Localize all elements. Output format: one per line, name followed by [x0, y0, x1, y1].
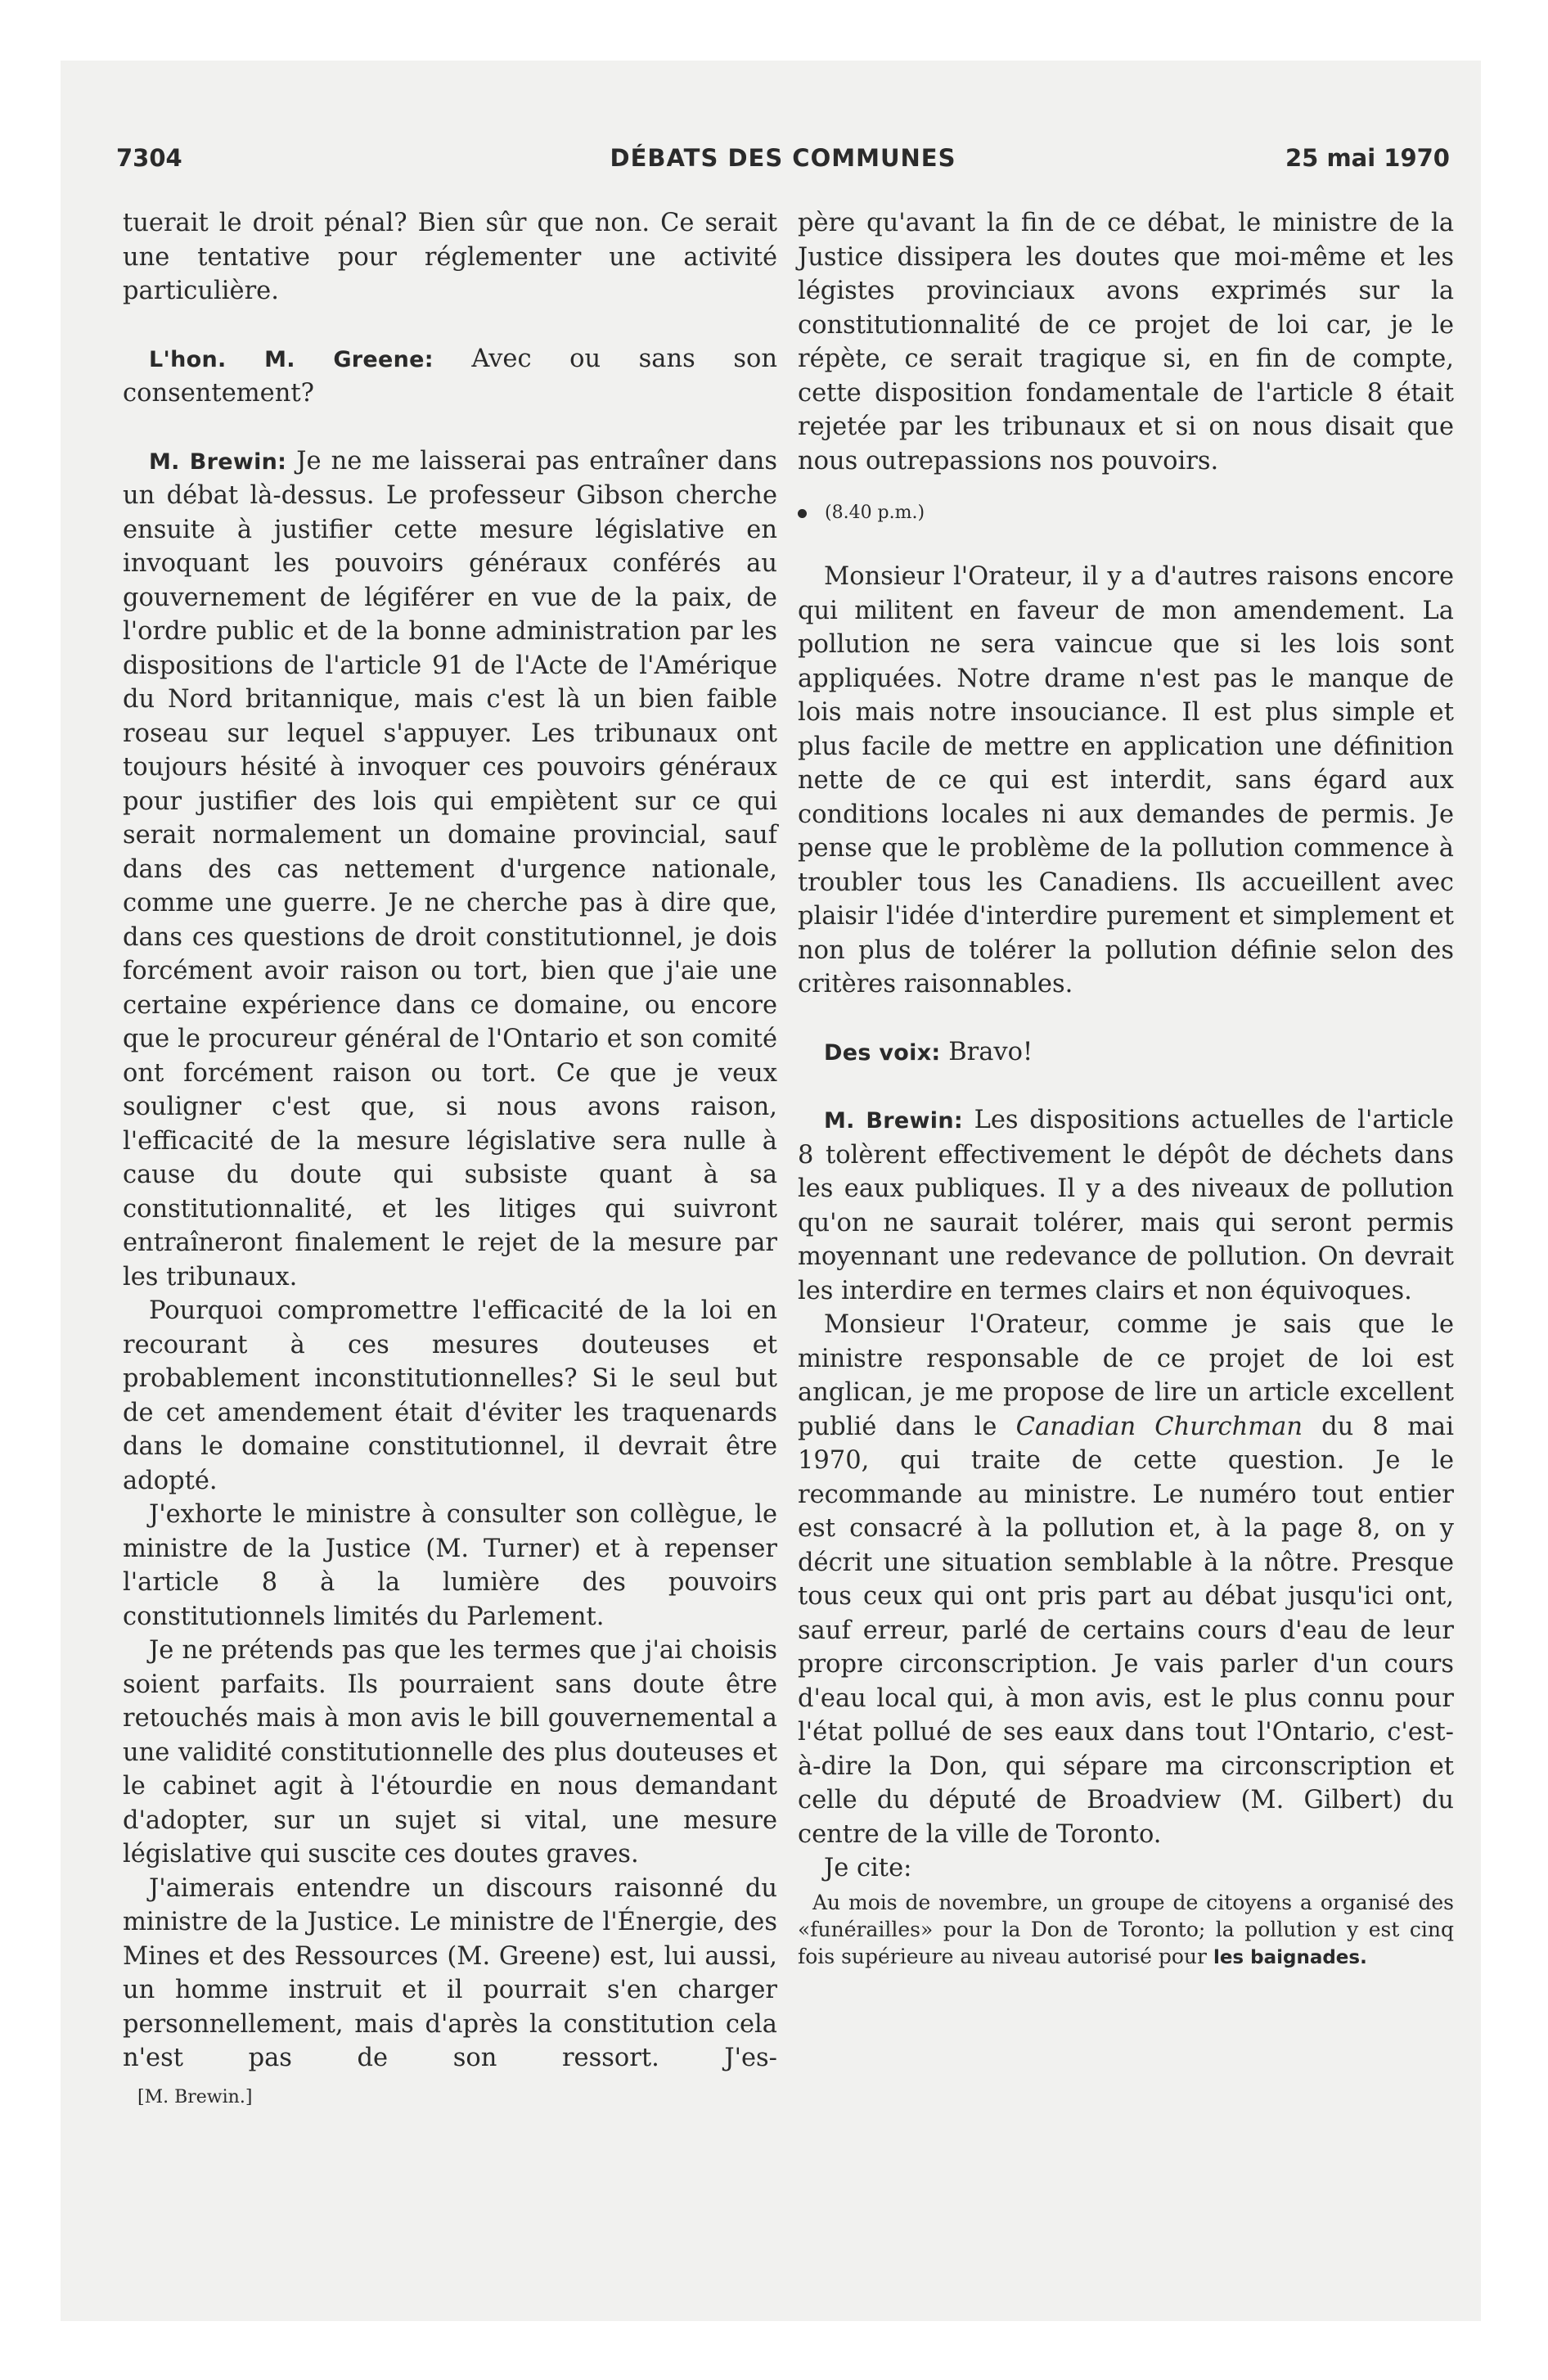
speech-text: Les dispositions actuelles de l'article 8 tolèrent effectivement le dépôt de déchets dans les eaux publiques. Il y a des niveaux de pollution qu'on ne saurait tolérer, mais qui seront permis moyennant une redevance de pollution. On devrait les interdire en termes clairs et non équivoques. [798, 1106, 1454, 1305]
publication-title: DÉBATS DES COMMUNES [610, 144, 956, 172]
bullet-icon [798, 509, 807, 518]
time-stamp [798, 501, 1454, 525]
paragraph: J'aimerais entendre un discours raisonné du ministre de la Justice. Le ministre de l'Énergie, des Mines et des Ressources (M. Greene) est, lui aussi, un homme instruit et il pourrait s'en charger personnellement, mais d'après la constitution cela n'est pas de son ressort. J'es- [123, 1873, 777, 2072]
paragraph-greene [123, 342, 777, 411]
paragraph: tuerait le droit pénal? Bien sûr que non. Ce serait une tentative pour réglementer une activité particulière. [123, 209, 777, 305]
paragraph: J'exhorte le ministre à consulter son collègue, le ministre de la Justice (M. Turner) et à repenser l'article 8 à la lumière des pouvoirs constitutionnels limités du Parlement. [123, 1500, 777, 1631]
paragraph: père qu'avant la fin de ce débat, le ministre de la Justice dissipera les doutes que moi-même et les légistes provinciaux avons exprimés sur la constitutionnalité de ce projet de loi car, je le répète, ce serait tragique si, en fin de compte, cette disposition fondamentale de l'article 8 était rejetée par les tribunaux et si on nous disait que nous outrepassions nos pouvoirs. [798, 209, 1454, 476]
block-quote [798, 1889, 1454, 1972]
right-column [798, 206, 1454, 1972]
publication-name: Canadian Churchman [1015, 1412, 1303, 1441]
paragraph: Pourquoi compromettre l'efficacité de la loi en recourant à ces mesures douteuses et probablement inconstitutionnelles? Si le seul but de cet amendement était d'éviter les traquenards dans le domaine constitutionnel, il devrait être adopté. [123, 1296, 777, 1495]
page-header [116, 144, 1450, 177]
paragraph-des-voix [798, 1035, 1454, 1071]
quote-emphasis: les baignades. [1213, 1946, 1367, 1968]
paragraph-brewin [798, 1103, 1454, 1308]
speaker-name: L'hon. M. Greene: [149, 346, 434, 372]
paragraph: Je ne prétends pas que les termes que j'ai choisis soient parfaits. Ils pourraient sans doute être retouchés mais à mon avis le bill gouvernemental a une validité constitutionnelle des plus douteuses et le cabinet agit à l'étourdie en nous demandant d'adopter, sur un sujet si vital, une mesure législative qui suscite ces doutes graves. [123, 1636, 777, 1868]
paragraph-brewin [123, 444, 777, 1295]
quote-text: Au mois de novembre, un groupe de citoyens a organisé des «funérailles» pour la Don de Toronto; la pollution y est cinq fois supérieure au niveau autorisé pour [798, 1890, 1454, 1968]
issue-date: 25 mai 1970 [1285, 144, 1450, 172]
left-column [123, 206, 777, 2110]
text-segment: du 8 mai 1970, qui traite de cette question. Je le recommande au ministre. Le numéro tout entier est consacré à la pollution et, à la page 8, on y décrit une situation semblable à la nôtre. Presque tous ceux qui ont pris part au débat jusqu'ici ont, sauf erreur, parlé de certains cours d'eau de leur propre circonscription. Je vais parler d'un cours d'eau local qui, à mon avis, est le plus connu pour l'état pollué de ses eaux dans tout l'Ontario, c'est-à-dire la Don, qui sépare ma circonscription et celle du député de Broadview (M. Gilbert) du centre de la ville de Toronto. [798, 1412, 1454, 1849]
page-number: 7304 [116, 144, 182, 172]
speech-text: Je ne me laisserai pas entraîner dans un débat là-dessus. Le professeur Gibson cherche ensuite à justifier cette mesure législative en invoquant les pouvoirs généraux conférés au gouvernement de légiférer en vue de la paix, de l'ordre public et de la bonne administration par les dispositions de l'article 91 de l'Acte de l'Amérique du Nord britannique, mais c'est là un bien faible roseau sur lequel s'appuyer. Les tribunaux ont toujours hésité à invoquer ces pouvoirs généraux pour justifier des lois qui empiètent sur ce qui serait normalement un domaine provincial, sauf dans des cas nettement d'urgence nationale, comme une guerre. Je ne cherche pas à dire que, dans ces questions de droit constitutionnel, je dois forcément avoir raison ou tort, bien que j'aie une certaine expérience dans ce domaine, ou encore que le procureur général de l'Ontario et son comité ont forcément raison ou tort. Ce que je veux souligner c'est que, si nous avons raison, l'efficacité de la mesure législative sera nulle à cause du doute qui subsiste quant à sa constitutionnalité, et les litiges qui suivront entraîneront finalement le rejet de la mesure par les tribunaux. [123, 446, 777, 1291]
paragraph: Je cite: [824, 1854, 912, 1882]
speaker-name: M. Brewin: [824, 1108, 963, 1134]
speaker-name: Des voix: [824, 1039, 941, 1066]
paragraph [798, 1308, 1454, 1851]
paragraph: Monsieur l'Orateur, il y a d'autres raisons encore qui militent en faveur de mon amendement. La pollution ne sera vaincue que si les lois sont appliquées. Notre drame n'est pas le manque de lois mais notre insouciance. Il est plus simple et plus facile de mettre en application une définition nette de ce qui est interdit, sans égard aux conditions locales ni aux demandes de permis. Je pense que le problème de la pollution commence à troubler tous les Canadiens. Ils accueillent avec plaisir l'idée d'interdire purement et simplement et non plus de tolérer la pollution définie selon des critères raisonnables. [798, 562, 1454, 998]
text-segment: Monsieur l'Orateur, comme je sais que le ministre responsable de ce projet de loi est anglican, je me propose de lire un article excellent publié dans le [798, 1310, 1454, 1441]
speaker-reference: [M. Brewin.] [137, 2086, 253, 2107]
speech-text: Bravo! [940, 1037, 1033, 1066]
speaker-name: M. Brewin: [149, 449, 287, 475]
speech-text: Avec ou sans son consentement? [123, 344, 777, 408]
time-stamp-text: (8.40 p.m.) [825, 503, 925, 523]
